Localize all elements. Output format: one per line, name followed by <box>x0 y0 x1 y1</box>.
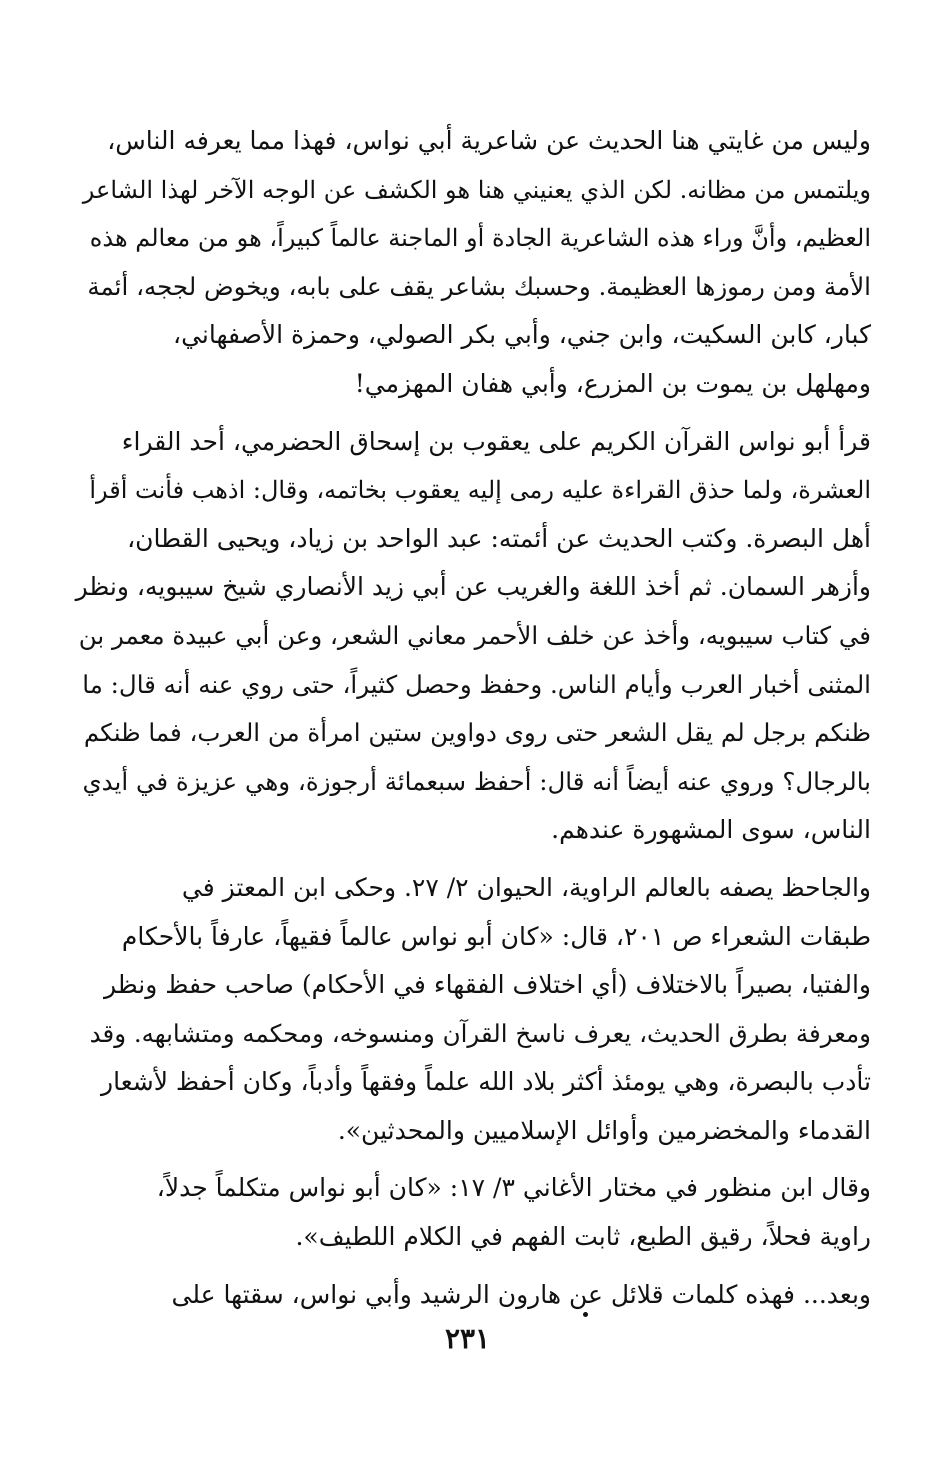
text-line: والجاحظ يصفه بالعالم الراوية، الحيوان ٢/ ٢٧. وحكى ابن المعتز في <box>181 872 871 902</box>
paragraph-3 <box>76 864 871 1156</box>
text-line: بالرجال؟ وروي عنه أيضاً أنه قال: أحفظ سبعمائة أرجوزة، وهي عزيزة في أيدي <box>82 766 871 796</box>
text-line: وبعد... فهذه كلمات قلائل عن هارون الرشيد وأبي نواس، سقتها على <box>171 1279 871 1309</box>
body-text <box>76 117 871 1328</box>
paragraph-5 <box>76 1271 871 1320</box>
text-line: الناس، سوى المشهورة عندهم. <box>551 815 871 845</box>
text-line: العشرة، ولما حذق القراءة عليه رمى إليه يعقوب بخاتمه، وقال: اذهب فأنت أقرأ <box>89 476 871 505</box>
text-line: وقال ابن منظور في مختار الأغاني ٣/ ١٧: «كان أبو نواس متكلماً جدلاً، <box>156 1173 871 1203</box>
text-line: وأزهر السمان. ثم أخذ اللغة والغريب عن أبي زيد الأنصاري شيخ سيبويه، ونظر <box>75 572 871 602</box>
text-line: والفتيا، بصيراً بالاختلاف (أي اختلاف الفقهاء في الأحكام) صاحب حفظ ونظر <box>103 970 871 1000</box>
text-line: ومعرفة بطرق الحديث، يعرف ناسخ القرآن ومنسوخه، ومحكمه ومتشابهه. وقد <box>89 1018 871 1048</box>
text-line: المثنى أخبار العرب وأيام الناس. وحفظ وحصل كثيراً، حتى روي عنه أنه قال: ما <box>82 669 871 699</box>
text-line: تأدب بالبصرة، وهي يومئذ أكثر بلاد الله علماً وفقهاً وأدباً، وكان أحفظ لأشعار <box>101 1067 871 1097</box>
text-line: العظيم، وأنَّ وراء هذه الشاعرية الجادة أو الماجنة عالماً كبيراً، هو من معالم هذه <box>89 224 871 253</box>
text-line: راوية فحلاً، رقيق الطبع، ثابت الفهم في الكلام اللطيف». <box>295 1222 871 1252</box>
text-line: ويلتمس من مظانه. لكن الذي يعنيني هنا هو الكشف عن الوجه الآخر لهذا الشاعر <box>82 175 871 204</box>
text-line: أهل البصرة. وكتب الحديث عن أئمته: عبد الواحد بن زياد، ويحيى القطان، <box>127 523 871 553</box>
text-line: ظنكم برجل لم يقل الشعر حتى روى دواوين ستين امرأة من العرب، فما ظنكم <box>83 718 871 748</box>
text-line: طبقات الشعراء ص ٢٠١، قال: «كان أبو نواس عالماً فقيهاً، عارفاً بالأحكام <box>121 921 871 951</box>
text-line: الأمة ومن رموزها العظيمة. وحسبك بشاعر يقف على بابه، ويخوض لججه، أئمة <box>87 271 871 301</box>
text-line: ومهلهل بن يموت بن المزرع، وأبي هفان المهزمي! <box>354 368 871 398</box>
dot-mark <box>583 1312 588 1317</box>
paragraph-2 <box>76 418 871 855</box>
text-line: كبار، كابن السكيت، وابن جني، وأبي بكر الصولي، وحمزة الأصفهاني، <box>173 320 871 350</box>
page-number: ٢٣١ <box>444 1322 491 1355</box>
paragraph-4 <box>76 1164 871 1261</box>
text-line: في كتاب سيبويه، وأخذ عن خلف الأحمر معاني الشعر، وعن أبي عبيدة معمر بن <box>78 620 871 650</box>
text-line: قرأ أبو نواس القرآن الكريم على يعقوب بن إسحاق الحضرمي، أحد القراء <box>121 426 871 456</box>
text-line: القدماء والمخضرمين وأوائل الإسلاميين والمحدثين». <box>337 1115 871 1145</box>
paragraph-1 <box>76 117 871 409</box>
text-line: وليس من غايتي هنا الحديث عن شاعرية أبي نواس، فهذا مما يعرفه الناس، <box>107 126 871 155</box>
